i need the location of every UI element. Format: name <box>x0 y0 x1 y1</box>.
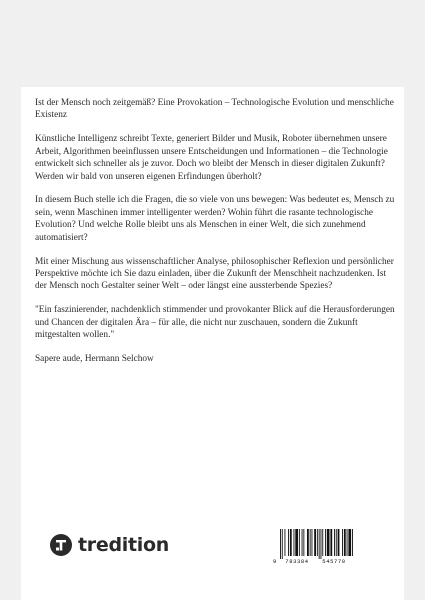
blurb-signature: Sapere aude, Hermann Selchow <box>35 354 154 364</box>
tredition-logo-icon <box>50 534 72 556</box>
barcode-bar <box>338 529 340 556</box>
barcode-left-group: 783384 <box>285 558 309 565</box>
barcode-bar <box>294 529 295 556</box>
barcode-bar <box>302 529 303 556</box>
barcode-bar <box>310 529 311 556</box>
barcode-bar <box>303 529 304 556</box>
publisher-mark <box>50 534 169 556</box>
blurb-paragraph-3: Mit einer Mischung aus wissenschaftlicher Analyse, philosophischer Reflexion und persönlicher Perspektive möchte ich Sie dazu einladen, über die Zukunft der Menschheit nachzudenken. Ist der Mensch noch Gestalter seiner Welt – oder längst eine aussterbende Spezies? <box>35 256 394 292</box>
blurb-quote: "Ein faszinierender, nachdenklich stimmender und provokanter Blick auf die Herausforderungen und Chancen der digitalen Ära – für alle, die nicht nur zuschauen, sondern die Zukunft mitgestalten wollen." <box>35 305 395 341</box>
barcode-bar <box>282 529 283 559</box>
barcode-bar <box>321 529 322 559</box>
barcode-bar <box>322 529 323 556</box>
barcode-bar <box>290 529 292 556</box>
barcode-bar <box>319 529 320 559</box>
publisher-name: tredition <box>78 534 169 556</box>
isbn-barcode <box>273 527 355 567</box>
barcode-bar <box>280 529 281 559</box>
barcode-bar <box>330 529 332 556</box>
barcode-bar <box>344 529 346 556</box>
blurb-paragraph-2: In diesem Buch stelle ich die Fragen, die so viele von uns bewegen: Was bedeutet es, Mensch zu sein, wenn Maschinen immer intelligenter werden? Wohin führt die rasante technologische Evolution? Und welche Rolle bleibt uns als Menschen in einer Welt, die sich zunehmend automatisiert? <box>35 195 395 243</box>
barcode-bar <box>348 529 351 556</box>
barcode-bar <box>288 529 289 556</box>
barcode-bar <box>295 529 298 556</box>
barcode-right-group: 545770 <box>322 558 346 565</box>
blurb-paragraph-1: Künstliche Intelligenz schreibt Texte, generiert Bilder und Musik, Roboter übernehmen unsere Arbeit, Algorithmen beeinflussen unsere Entscheidungen und Informationen – die Technologie entwickelt sich schneller als je zuvor. Doch wo bleibt der Mensch in dieser digitalen Zukunft? Werden wir bald von unseren eigenen Erfindungen überholt? <box>35 134 388 182</box>
barcode-bar <box>285 529 286 556</box>
barcode-bar <box>299 529 300 556</box>
blurb <box>35 97 395 377</box>
barcode-bar <box>327 529 330 556</box>
barcode-bar <box>307 529 309 556</box>
barcode-first-digit: 9 <box>273 558 277 565</box>
barcode-bar <box>325 529 326 556</box>
barcode-bar <box>347 529 348 556</box>
barcode-bar <box>312 529 313 556</box>
barcode-bar <box>314 529 316 556</box>
barcode-bar <box>317 529 318 556</box>
barcode-digits <box>273 558 355 565</box>
barcode-bar <box>342 529 343 556</box>
barcode-bar <box>334 529 335 556</box>
barcode-bar <box>352 529 353 556</box>
barcode-bar <box>336 529 337 556</box>
blurb-title: Ist der Mensch noch zeitgemäß? Eine Provokation – Technologische Evolution und menschliche Existenz <box>35 98 394 121</box>
barcode-bars <box>273 527 355 559</box>
